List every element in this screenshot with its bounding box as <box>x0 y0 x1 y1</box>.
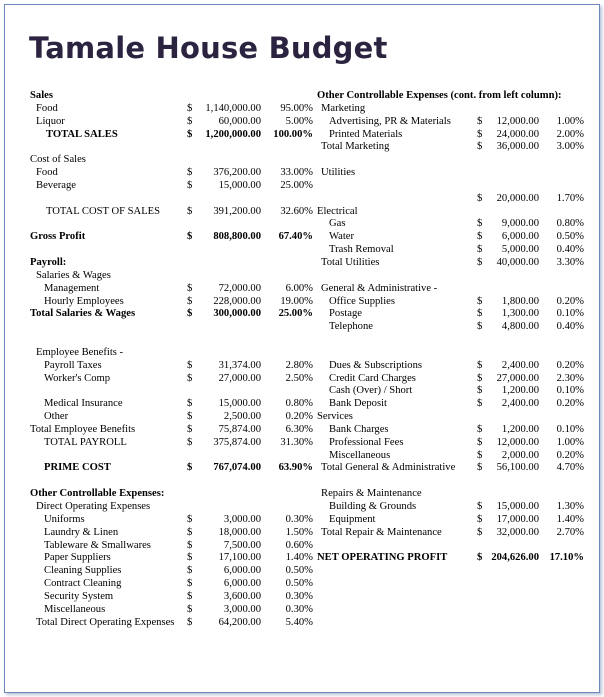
row-amount: 36,000.00 <box>496 141 539 153</box>
row-amount: 15,000.00 <box>218 398 261 410</box>
budget-row <box>317 244 589 257</box>
dollar-sign: $ <box>477 321 483 333</box>
budget-row <box>30 270 315 283</box>
spacer-row <box>30 450 315 463</box>
budget-row <box>30 180 315 193</box>
budget-row <box>317 514 589 527</box>
spacer-row <box>317 475 589 488</box>
row-amount: 17,000.00 <box>496 513 539 525</box>
row-label: Other <box>44 411 69 423</box>
dollar-sign: $ <box>187 308 193 320</box>
row-amount: 3,000.00 <box>223 513 261 525</box>
row-amount: 18,000.00 <box>218 526 261 538</box>
row-percent: 0.20% <box>285 411 313 423</box>
dollar-sign: $ <box>187 526 193 538</box>
budget-row <box>317 424 589 437</box>
row-amount: 56,100.00 <box>496 462 539 474</box>
dollar-sign: $ <box>477 192 483 204</box>
spacer-row <box>317 270 589 283</box>
row-percent: 17.10% <box>549 552 584 564</box>
row-percent: 0.80% <box>285 398 313 410</box>
row-label: Payroll: <box>30 256 67 268</box>
budget-row <box>317 411 589 424</box>
row-percent: 0.10% <box>556 385 584 397</box>
row-label: Tableware & Smallwares <box>44 539 151 551</box>
budget-row <box>317 321 589 334</box>
row-label: Miscellaneous <box>329 449 391 461</box>
spacer-row <box>317 334 589 347</box>
dollar-sign: $ <box>477 256 483 268</box>
row-label: Total Direct Operating Expenses <box>36 616 175 628</box>
budget-row <box>30 103 315 116</box>
row-amount: 204,626.00 <box>491 552 539 564</box>
dollar-sign: $ <box>187 578 193 590</box>
row-amount: 60,000.00 <box>218 115 261 127</box>
row-percent: 1.30% <box>556 501 584 512</box>
row-label: Uniforms <box>44 513 85 525</box>
row-amount: 3,000.00 <box>223 603 261 615</box>
row-label: Bank Deposit <box>329 398 387 410</box>
row-percent: 31.30% <box>280 436 313 448</box>
row-amount: 64,200.00 <box>218 616 261 628</box>
row-amount: 72,000.00 <box>218 282 261 294</box>
row-percent: 33.00% <box>280 167 313 179</box>
dollar-sign: $ <box>187 295 193 307</box>
row-amount: 2,500.00 <box>223 411 261 423</box>
budget-row <box>30 540 315 553</box>
row-label: TOTAL PAYROLL <box>44 436 127 448</box>
row-label: Dues & Subscriptions <box>329 359 422 371</box>
row-amount: 17,100.00 <box>218 552 261 564</box>
budget-row <box>317 385 589 398</box>
row-label: Other Controllable Expenses (cont. from left column): <box>317 90 562 101</box>
row-amount: 1,800.00 <box>501 295 539 307</box>
budget-row <box>317 398 589 411</box>
budget-row <box>30 501 315 514</box>
row-percent: 19.00% <box>280 295 313 307</box>
row-percent: 2.50% <box>285 372 313 384</box>
budget-row <box>317 257 589 270</box>
row-percent: 5.00% <box>285 115 313 127</box>
row-percent: 0.20% <box>556 295 584 307</box>
spacer-row <box>30 193 315 206</box>
budget-row <box>30 514 315 527</box>
dollar-sign: $ <box>187 616 193 628</box>
dollar-sign: $ <box>477 295 483 307</box>
dollar-sign: $ <box>187 436 193 448</box>
row-amount: 808,800.00 <box>213 231 261 243</box>
row-percent: 67.40% <box>278 231 313 243</box>
row-amount: 767,074.00 <box>213 462 261 474</box>
row-amount: 376,200.00 <box>213 167 261 179</box>
dollar-sign: $ <box>477 385 483 397</box>
row-amount: 12,000.00 <box>496 436 539 448</box>
row-percent: 0.50% <box>285 578 313 590</box>
budget-row <box>30 373 315 386</box>
row-label: Postage <box>329 308 362 320</box>
row-label: Miscellaneous <box>44 603 106 615</box>
budget-row <box>317 167 589 180</box>
dollar-sign: $ <box>187 423 193 435</box>
row-label: Telephone <box>329 321 373 333</box>
row-label: Management <box>44 282 100 294</box>
row-percent: 1.00% <box>556 115 584 127</box>
row-amount: 15,000.00 <box>496 501 539 512</box>
row-percent: 0.40% <box>556 321 584 333</box>
dollar-sign: $ <box>477 513 483 525</box>
row-label: TOTAL SALES <box>46 128 118 140</box>
spacer-row <box>30 475 315 488</box>
dollar-sign: $ <box>477 436 483 448</box>
row-percent: 1.00% <box>556 436 584 448</box>
budget-row <box>30 154 315 167</box>
budget-row <box>30 129 315 142</box>
budget-row <box>30 565 315 578</box>
budget-row <box>30 488 315 501</box>
dollar-sign: $ <box>187 462 193 474</box>
row-percent: 0.60% <box>285 539 313 551</box>
row-amount: 375,874.00 <box>213 436 261 448</box>
budget-row <box>30 617 315 630</box>
budget-row <box>30 116 315 129</box>
budget-row <box>30 231 315 244</box>
row-percent: 0.20% <box>556 398 584 410</box>
row-amount: 2,400.00 <box>501 398 539 410</box>
dollar-sign: $ <box>187 205 193 217</box>
row-percent: 2.70% <box>556 526 584 538</box>
row-label: Professional Fees <box>329 436 404 448</box>
budget-row <box>30 206 315 219</box>
spacer-row <box>30 244 315 257</box>
row-label: Liquor <box>36 115 65 127</box>
row-label: Sales <box>30 90 53 101</box>
budget-row <box>317 552 589 565</box>
row-label: Printed Materials <box>329 128 403 140</box>
row-amount: 1,140,000.00 <box>205 102 261 114</box>
budget-row <box>317 462 589 475</box>
row-amount: 32,000.00 <box>496 526 539 538</box>
budget-row <box>317 116 589 129</box>
row-percent: 0.10% <box>556 308 584 320</box>
dollar-sign: $ <box>187 359 193 371</box>
row-amount: 3,600.00 <box>223 590 261 602</box>
dollar-sign: $ <box>477 462 483 474</box>
budget-row <box>317 501 589 514</box>
budget-row <box>317 437 589 450</box>
row-percent: 32.60% <box>280 205 313 217</box>
row-label: Office Supplies <box>329 295 396 307</box>
row-percent: 100.00% <box>273 128 313 140</box>
row-label: Employee Benefits - <box>36 346 124 358</box>
budget-row <box>30 591 315 604</box>
row-label: Worker's Comp <box>44 372 111 384</box>
row-label: Cleaning Supplies <box>44 565 122 577</box>
row-label: Total General & Administrative <box>321 462 456 474</box>
row-label: Equipment <box>329 513 376 525</box>
row-amount: 75,874.00 <box>218 423 261 435</box>
dollar-sign: $ <box>187 128 193 140</box>
row-percent: 0.20% <box>556 359 584 371</box>
budget-row <box>30 552 315 565</box>
row-label: Advertising, PR & Materials <box>329 115 451 127</box>
row-amount: 5,000.00 <box>501 244 539 256</box>
row-amount: 27,000.00 <box>496 372 539 384</box>
row-percent: 0.50% <box>285 565 313 577</box>
dollar-sign: $ <box>477 244 483 256</box>
row-amount: 228,000.00 <box>213 295 261 307</box>
row-label: Trash Removal <box>329 244 394 256</box>
row-amount: 1,200.00 <box>501 385 539 397</box>
spacer-row <box>30 141 315 154</box>
budget-row <box>317 90 589 103</box>
budget-row <box>317 129 589 142</box>
budget-row <box>30 296 315 309</box>
row-amount: 27,000.00 <box>218 372 261 384</box>
row-label: Electrical <box>317 205 358 217</box>
row-label: Contract Cleaning <box>44 578 122 590</box>
row-label: Building & Grounds <box>329 501 417 512</box>
dollar-sign: $ <box>477 552 483 564</box>
row-label: Food <box>36 167 58 179</box>
row-label: Water <box>329 231 355 243</box>
dollar-sign: $ <box>187 372 193 384</box>
spacer-row <box>30 385 315 398</box>
row-label: Total Salaries & Wages <box>30 308 136 320</box>
row-amount: 40,000.00 <box>496 256 539 268</box>
dollar-sign: $ <box>477 141 483 153</box>
budget-row <box>317 141 589 154</box>
row-amount: 1,200.00 <box>501 423 539 435</box>
spacer-row <box>30 334 315 347</box>
row-percent: 4.70% <box>556 462 584 474</box>
budget-row <box>30 90 315 103</box>
budget-row <box>317 373 589 386</box>
dollar-sign: $ <box>187 590 193 602</box>
row-percent: 0.30% <box>285 513 313 525</box>
row-label: Payroll Taxes <box>44 359 102 371</box>
dollar-sign: $ <box>477 231 483 243</box>
budget-row <box>317 231 589 244</box>
row-label: Total Utilities <box>321 256 380 268</box>
right-column <box>317 90 589 565</box>
budget-row <box>317 206 589 219</box>
dollar-sign: $ <box>477 359 483 371</box>
row-label: Cash (Over) / Short <box>329 385 413 397</box>
dollar-sign: $ <box>477 398 483 410</box>
dollar-sign: $ <box>477 501 483 512</box>
budget-row <box>30 347 315 360</box>
dollar-sign: $ <box>477 128 483 140</box>
dollar-sign: $ <box>187 411 193 423</box>
row-amount: 1,300.00 <box>501 308 539 320</box>
dollar-sign: $ <box>477 308 483 320</box>
row-label: Total Employee Benefits <box>30 423 136 435</box>
row-label: Other Controllable Expenses: <box>30 488 165 500</box>
row-label: Hourly Employees <box>44 295 124 307</box>
row-label: Gross Profit <box>30 231 86 243</box>
row-percent: 5.40% <box>285 616 313 628</box>
row-label: Bank Charges <box>329 423 389 435</box>
budget-row <box>317 283 589 296</box>
row-label: Utilities <box>321 167 356 179</box>
dollar-sign: $ <box>477 423 483 435</box>
row-amount: 2,000.00 <box>501 449 539 461</box>
row-percent: 0.30% <box>285 603 313 615</box>
row-label: Total Repair & Maintenance <box>321 526 442 538</box>
row-label: Paper Suppliers <box>44 552 111 564</box>
spacer-row <box>30 218 315 231</box>
budget-row <box>30 308 315 334</box>
row-percent: 6.30% <box>285 423 313 435</box>
row-amount: 24,000.00 <box>496 128 539 140</box>
row-label: PRIME COST <box>44 462 111 474</box>
budget-row <box>30 424 315 437</box>
dollar-sign: $ <box>187 179 193 191</box>
budget-row <box>30 604 315 617</box>
row-percent: 0.20% <box>556 449 584 461</box>
spacer-row <box>317 180 589 193</box>
row-percent: 1.70% <box>556 192 584 204</box>
row-label: Repairs & Maintenance <box>321 488 422 500</box>
dollar-sign: $ <box>477 449 483 461</box>
budget-row <box>317 360 589 373</box>
budget-row <box>30 462 315 475</box>
dollar-sign: $ <box>187 513 193 525</box>
dollar-sign: $ <box>187 565 193 577</box>
budget-row <box>317 527 589 540</box>
dollar-sign: $ <box>477 372 483 384</box>
budget-row <box>30 167 315 180</box>
row-label: Medical Insurance <box>44 398 123 410</box>
budget-row <box>30 360 315 373</box>
dollar-sign: $ <box>187 115 193 127</box>
dollar-sign: $ <box>187 552 193 564</box>
row-percent: 2.30% <box>556 372 584 384</box>
document-frame <box>4 4 600 693</box>
row-percent: 25.00% <box>280 179 313 191</box>
row-label: Food <box>36 102 58 114</box>
dollar-sign: $ <box>187 398 193 410</box>
budget-row <box>317 296 589 309</box>
page-title: Tamale House Budget <box>29 31 388 65</box>
row-percent: 1.40% <box>556 513 584 525</box>
row-amount: 31,374.00 <box>218 359 261 371</box>
row-amount: 12,000.00 <box>496 115 539 127</box>
row-amount: 6,000.00 <box>501 231 539 243</box>
row-label: General & Administrative - <box>321 282 438 294</box>
row-percent: 0.50% <box>556 231 584 243</box>
row-label: Salaries & Wages <box>36 269 111 281</box>
row-percent: 1.40% <box>285 552 313 564</box>
row-amount: 9,000.00 <box>501 218 539 230</box>
budget-row <box>317 450 589 463</box>
row-percent: 6.00% <box>285 282 313 294</box>
budget-row <box>317 193 589 206</box>
budget-row <box>30 283 315 296</box>
budget-row <box>30 411 315 424</box>
row-amount: 300,000.00 <box>213 308 261 320</box>
dollar-sign: $ <box>187 603 193 615</box>
budget-row <box>30 527 315 540</box>
budget-row <box>30 257 315 270</box>
row-label: Cost of Sales <box>30 154 86 166</box>
budget-row <box>30 578 315 591</box>
row-amount: 4,800.00 <box>501 321 539 333</box>
dollar-sign: $ <box>187 282 193 294</box>
left-column <box>30 90 315 629</box>
row-percent: 0.10% <box>556 423 584 435</box>
row-amount: 6,000.00 <box>223 578 261 590</box>
budget-row <box>30 398 315 411</box>
row-label: TOTAL COST OF SALES <box>46 205 161 217</box>
row-label: Laundry & Linen <box>44 526 119 538</box>
row-percent: 3.00% <box>556 141 584 153</box>
row-percent: 2.00% <box>556 128 584 140</box>
row-label: Gas <box>329 218 346 230</box>
spacer-row <box>317 154 589 167</box>
row-amount: 15,000.00 <box>218 179 261 191</box>
budget-row <box>317 218 589 231</box>
row-label: Direct Operating Expenses <box>36 501 151 512</box>
row-percent: 1.50% <box>285 526 313 538</box>
budget-row <box>317 488 589 501</box>
row-amount: 2,400.00 <box>501 359 539 371</box>
spacer-row <box>317 540 589 553</box>
row-label: Marketing <box>321 102 366 114</box>
row-amount: 6,000.00 <box>223 565 261 577</box>
dollar-sign: $ <box>477 526 483 538</box>
spacer-row <box>317 347 589 360</box>
budget-row <box>317 103 589 116</box>
row-percent: 25.00% <box>278 308 313 320</box>
row-percent: 95.00% <box>280 102 313 114</box>
row-percent: 0.40% <box>556 244 584 256</box>
row-percent: 0.80% <box>556 218 584 230</box>
row-amount: 391,200.00 <box>213 205 261 217</box>
row-label: Beverage <box>36 179 76 191</box>
budget-row <box>317 308 589 321</box>
dollar-sign: $ <box>477 218 483 230</box>
dollar-sign: $ <box>187 539 193 551</box>
budget-row <box>30 437 315 450</box>
row-label: Services <box>317 411 353 423</box>
row-percent: 3.30% <box>556 256 584 268</box>
row-label: NET OPERATING PROFIT <box>317 552 448 564</box>
row-amount: 7,500.00 <box>223 539 261 551</box>
row-label: Total Marketing <box>321 141 390 153</box>
dollar-sign: $ <box>187 167 193 179</box>
row-amount: 1,200,000.00 <box>205 128 261 140</box>
row-percent: 2.80% <box>285 359 313 371</box>
row-amount: 20,000.00 <box>496 192 539 204</box>
row-percent: 0.30% <box>285 590 313 602</box>
row-label: Security System <box>44 590 114 602</box>
row-percent: 63.90% <box>278 462 313 474</box>
dollar-sign: $ <box>187 102 193 114</box>
dollar-sign: $ <box>187 231 193 243</box>
dollar-sign: $ <box>477 115 483 127</box>
row-label: Credit Card Charges <box>329 372 416 384</box>
